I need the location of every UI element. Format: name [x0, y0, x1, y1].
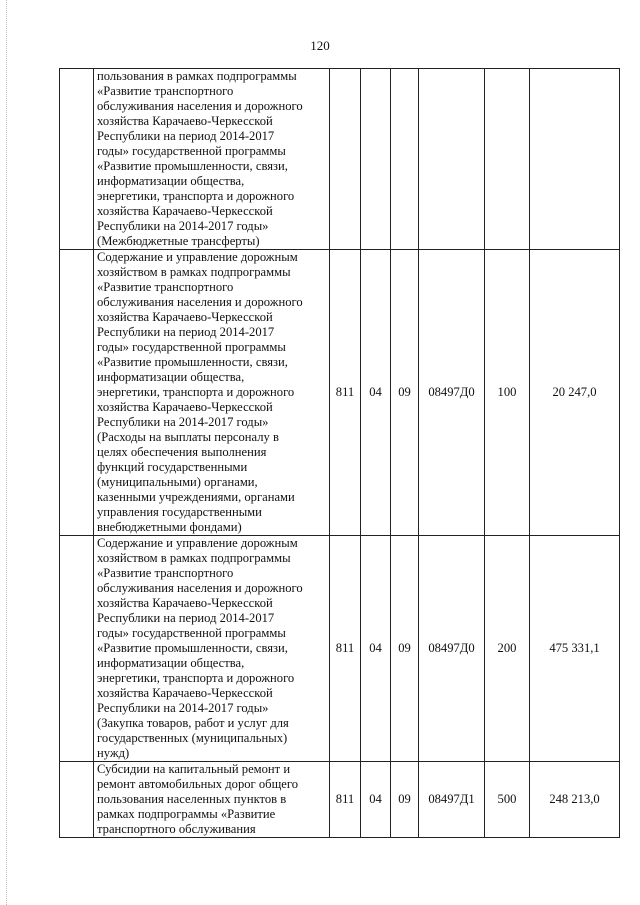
description-line: пользования населенных пунктов в: [97, 792, 287, 806]
subsection-code: [391, 69, 419, 250]
description-line: хозяйства Карачаево-Черкесской: [97, 596, 273, 610]
description-line: информатизации общества,: [97, 656, 245, 670]
description-line: управления государственными: [97, 505, 262, 519]
description-line: функций государственными: [97, 460, 248, 474]
expense-type: 100: [485, 250, 530, 536]
row-blank-cell: [60, 250, 94, 536]
table-row: [60, 536, 620, 762]
target-article: 08497Д1: [419, 762, 485, 838]
description-line: внебюджетными фондами): [97, 520, 242, 534]
description-line: «Развитие промышленности, связи,: [97, 641, 288, 655]
description-line: годы» государственной программы: [97, 626, 286, 640]
description-line: обслуживания населения и дорожного: [97, 581, 303, 595]
amount: 248 213,0: [530, 762, 620, 838]
row-description: [94, 69, 330, 250]
amount: [530, 69, 620, 250]
description-line: информатизации общества,: [97, 174, 245, 188]
amount: 475 331,1: [530, 536, 620, 762]
description-line: нужд): [97, 746, 130, 760]
row-blank-cell: [60, 536, 94, 762]
description-line: хозяйства Карачаево-Черкесской: [97, 114, 273, 128]
description-line: «Развитие промышленности, связи,: [97, 355, 288, 369]
table-row: [60, 69, 620, 250]
description-line: казенными учреждениями, органами: [97, 490, 295, 504]
page-number: 120: [310, 38, 330, 53]
row-blank-cell: [60, 762, 94, 838]
description-line: «Развитие транспортного: [97, 280, 234, 294]
ministry-code: [330, 69, 361, 250]
ministry-code: 811: [330, 762, 361, 838]
description-line: пользования в рамках подпрограммы: [97, 69, 297, 83]
row-description: [94, 250, 330, 536]
section-code: 04: [361, 536, 391, 762]
table-row: [60, 250, 620, 536]
description-line: обслуживания населения и дорожного: [97, 295, 303, 309]
table-row: [60, 762, 620, 838]
description-line: энергетики, транспорта и дорожного: [97, 385, 295, 399]
description-line: (Межбюджетные трансферты): [97, 234, 260, 248]
description-line: «Развитие транспортного: [97, 84, 234, 98]
description-line: обслуживания населения и дорожного: [97, 99, 303, 113]
description-line: Содержание и управление дорожным: [97, 536, 298, 550]
target-article: [419, 69, 485, 250]
description-line: годы» государственной программы: [97, 144, 286, 158]
scan-edge: [0, 0, 7, 905]
description-line: (Закупка товаров, работ и услуг для: [97, 716, 289, 730]
target-article: 08497Д0: [419, 536, 485, 762]
description-line: информатизации общества,: [97, 370, 245, 384]
description-line: (муниципальными) органами,: [97, 475, 258, 489]
description-line: энергетики, транспорта и дорожного: [97, 671, 295, 685]
description-line: рамках подпрограммы «Развитие: [97, 807, 276, 821]
description-line: Республики на 2014-2017 годы»: [97, 219, 269, 233]
description-line: хозяйства Карачаево-Черкесской: [97, 686, 273, 700]
description-line: хозяйства Карачаево-Черкесской: [97, 400, 273, 414]
ministry-code: 811: [330, 250, 361, 536]
description-line: ремонт автомобильных дорог общего: [97, 777, 299, 791]
description-line: хозяйством в рамках подпрограммы: [97, 265, 291, 279]
description-line: «Развитие транспортного: [97, 566, 234, 580]
description-line: годы» государственной программы: [97, 340, 286, 354]
description-line: Республики на период 2014-2017: [97, 325, 275, 339]
expense-type: 200: [485, 536, 530, 762]
subsection-code: 09: [391, 762, 419, 838]
description-line: хозяйства Карачаево-Черкесской: [97, 310, 273, 324]
description-line: целях обеспечения выполнения: [97, 445, 267, 459]
description-line: Субсидии на капитальный ремонт и: [97, 762, 291, 776]
row-blank-cell: [60, 69, 94, 250]
description-line: хозяйством в рамках подпрограммы: [97, 551, 291, 565]
row-description: [94, 762, 330, 838]
row-description: [94, 536, 330, 762]
subsection-code: 09: [391, 250, 419, 536]
section-code: 04: [361, 762, 391, 838]
ministry-code: 811: [330, 536, 361, 762]
target-article: 08497Д0: [419, 250, 485, 536]
description-line: хозяйства Карачаево-Черкесской: [97, 204, 273, 218]
description-line: Республики на 2014-2017 годы»: [97, 701, 269, 715]
description-line: энергетики, транспорта и дорожного: [97, 189, 295, 203]
expense-type: 500: [485, 762, 530, 838]
expense-type: [485, 69, 530, 250]
section-code: [361, 69, 391, 250]
description-line: (Расходы на выплаты персоналу в: [97, 430, 279, 444]
description-line: Республики на период 2014-2017: [97, 611, 275, 625]
amount: 20 247,0: [530, 250, 620, 536]
budget-table: [59, 68, 620, 838]
section-code: 04: [361, 250, 391, 536]
description-line: государственных (муниципальных): [97, 731, 288, 745]
description-line: Республики на период 2014-2017: [97, 129, 275, 143]
description-line: «Развитие промышленности, связи,: [97, 159, 288, 173]
description-line: транспортного обслуживания: [97, 822, 256, 836]
subsection-code: 09: [391, 536, 419, 762]
description-line: Содержание и управление дорожным: [97, 250, 298, 264]
description-line: Республики на 2014-2017 годы»: [97, 415, 269, 429]
